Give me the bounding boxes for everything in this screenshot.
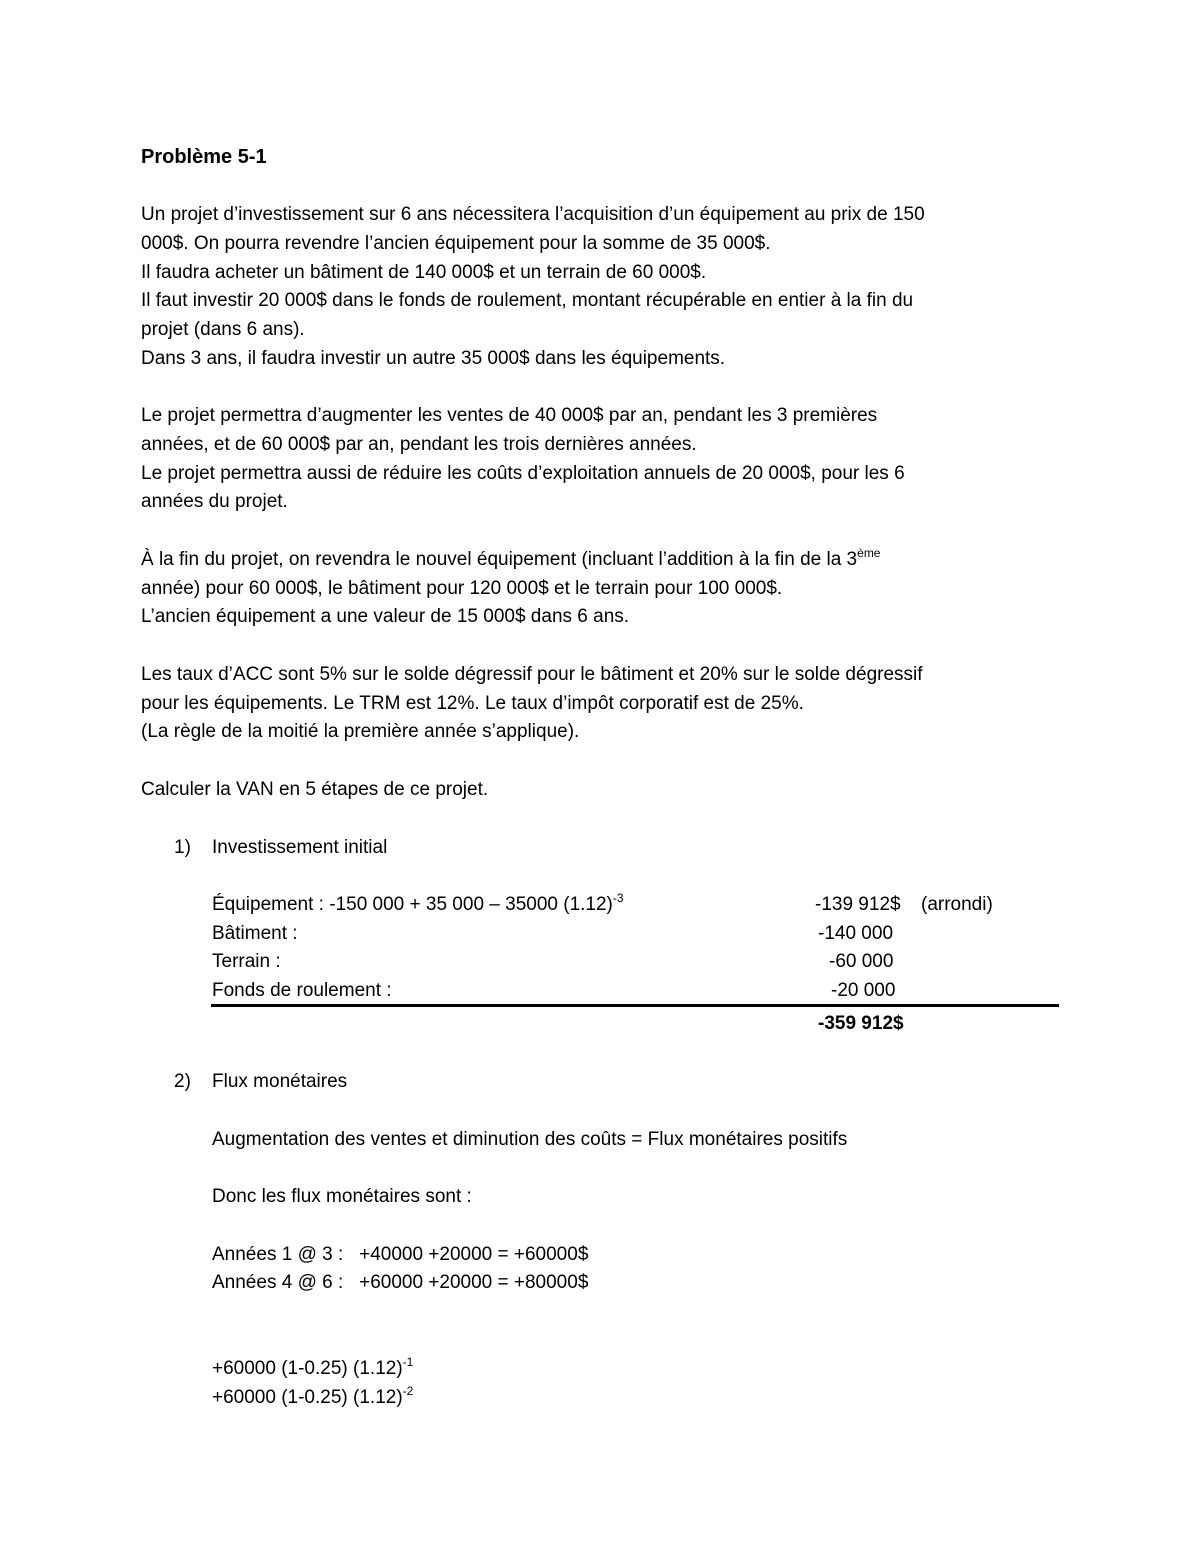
resale-line-3: L’ancien équipement a une valeur de 15 000$ dans 6 ans. (141, 606, 630, 627)
calc-line-2-text: +60000 (1-0.25) (1.12) (212, 1387, 403, 1408)
intro-line-2: 000$. On pourra revendre l’ancien équipement pour la somme de 35 000$. (141, 233, 771, 254)
step2-number: 2) (174, 1071, 191, 1092)
rates-line-2: pour les équipements. Le TRM est 12%. Le taux d’impôt corporatif est de 25%. (141, 693, 804, 714)
intro-line-3: Il faudra acheter un bâtiment de 140 000$ et un terrain de 60 000$. (141, 262, 707, 283)
equipment-note: (arrondi) (921, 894, 993, 915)
building-label: Bâtiment : (212, 923, 298, 944)
resale-line-1 (141, 548, 880, 572)
rates-line-3: (La règle de la moitié la première année s’applique). (141, 721, 580, 742)
total-divider (211, 1004, 1059, 1007)
equipment-row-label (212, 893, 624, 917)
cashflow-lead: Donc les flux monétaires sont : (212, 1186, 472, 1207)
land-value: -60 000 (829, 951, 894, 972)
intro-line-1: Un projet d’investissement sur 6 ans nécessitera l’acquisition d’un équipement au prix de 150 (141, 204, 925, 225)
fund-value: -20 000 (831, 980, 896, 1001)
equipment-exponent: -3 (612, 891, 624, 905)
calc-line-2 (212, 1386, 413, 1410)
calc-line-1-text: +60000 (1-0.25) (1.12) (212, 1358, 403, 1379)
resale-superscript: ème (857, 546, 881, 560)
sales-line-1: Le projet permettra d’augmenter les ventes de 40 000$ par an, pendant les 3 premières (141, 405, 878, 426)
cashflow-years-1-3: Années 1 @ 3 : +40000 +20000 = +60000$ (212, 1244, 589, 1265)
calc-line-2-exponent: -2 (402, 1384, 414, 1398)
fund-label: Fonds de roulement : (212, 980, 392, 1001)
step1-number: 1) (174, 837, 191, 858)
calc-line-1 (212, 1357, 413, 1381)
sales-line-3: Le projet permettra aussi de réduire les coûts d’exploitation annuels de 20 000$, pour les 6 (141, 463, 905, 484)
land-label: Terrain : (212, 951, 281, 972)
problem-title: Problème 5-1 (141, 146, 267, 168)
step1-heading: Investissement initial (212, 837, 388, 858)
resale-line-2: année) pour 60 000$, le bâtiment pour 120 000$ et le terrain pour 100 000$. (141, 578, 783, 599)
cashflow-statement: Augmentation des ventes et diminution des coûts = Flux monétaires positifs (212, 1129, 848, 1150)
intro-line-4: Il faut investir 20 000$ dans le fonds de roulement, montant récupérable en entier à la fin du (141, 290, 914, 311)
step2-heading: Flux monétaires (212, 1071, 348, 1092)
building-value: -140 000 (818, 923, 894, 944)
intro-line-5: projet (dans 6 ans). (141, 319, 305, 340)
equipment-value: -139 912$ (815, 894, 901, 915)
sales-line-2: années, et de 60 000$ par an, pendant les trois dernières années. (141, 434, 697, 455)
equipment-formula: Équipement : -150 000 + 35 000 – 35000 (1.12) (212, 894, 613, 915)
task-statement: Calculer la VAN en 5 étapes de ce projet. (141, 779, 489, 800)
resale-line-1-text: À la fin du projet, on revendra le nouvel équipement (incluant l’addition à la fin de la 3 (141, 549, 858, 570)
calc-line-1-exponent: -1 (402, 1355, 414, 1369)
rates-line-1: Les taux d’ACC sont 5% sur le solde dégressif pour le bâtiment et 20% sur le solde dégressif (141, 664, 923, 685)
initial-investment-total: -359 912$ (818, 1013, 904, 1034)
intro-line-6: Dans 3 ans, il faudra investir un autre 35 000$ dans les équipements. (141, 348, 726, 369)
sales-line-4: années du projet. (141, 491, 288, 512)
cashflow-years-4-6: Années 4 @ 6 : +60000 +20000 = +80000$ (212, 1272, 589, 1293)
